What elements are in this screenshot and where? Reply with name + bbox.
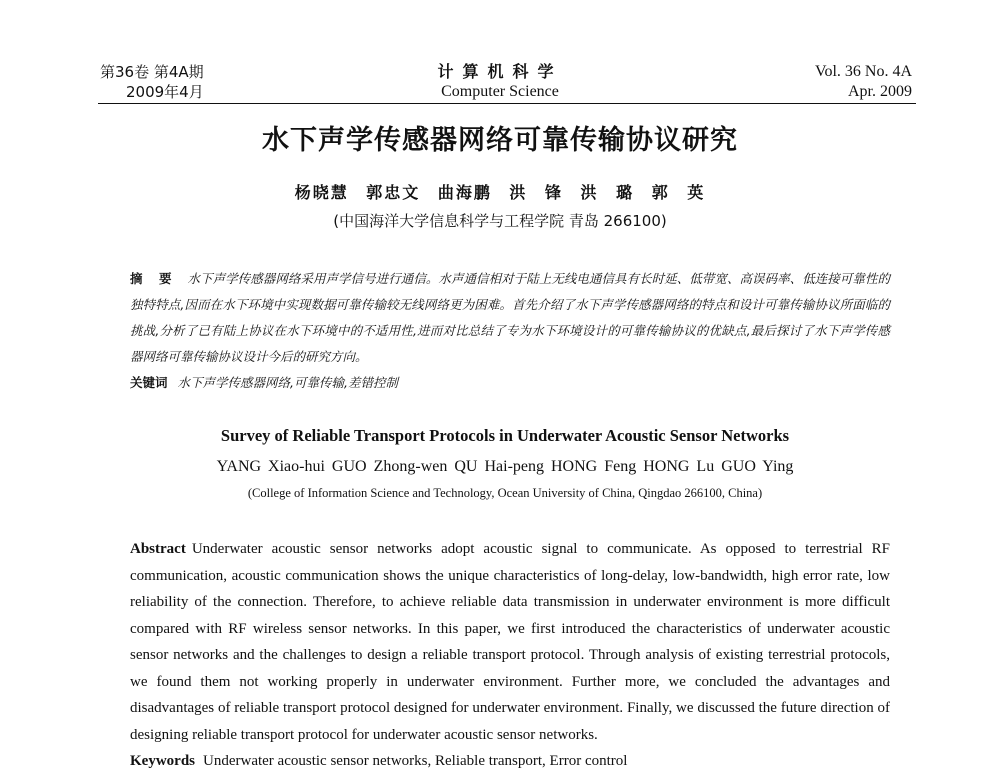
paper-title-cn: 水下声学传感器网络可靠传输协议研究 (262, 125, 738, 156)
abstract-cn-text: 水下声学传感器网络采用声学信号进行通信。水声通信相对于陆上无线电通信具有长时延、低带宽、高误码率、低连接可靠性的独特特点,因而在水下环境中实现数据可靠传输较无线网络更为困难。首先介绍了水下声学传感器网络的特点和设计可靠传输协议所面临的挑战,分析了已有陆上协议在水下环境中的不适用性,进而对比总结了专为水下环境设计的可靠传输协议的优缺点,最后探讨了水下声学传感器网络可靠传输协议设计今后的研究方向。 (130, 271, 890, 364)
keywords-en-text: Underwater acoustic sensor networks, Reliable transport, Error control (203, 753, 628, 769)
abstract-en-label: Abstract (130, 541, 186, 557)
header-rule (98, 103, 916, 104)
header-date-en: Apr. 2009 (848, 83, 912, 100)
header-volume-en (815, 62, 912, 102)
keywords-en (130, 748, 890, 774)
header-vol-no: Vol. 36 No. 4A (814, 63, 912, 80)
keywords-cn-label: 关键词 (130, 375, 168, 390)
affiliation-en: (College of Information Science and Technology, Ocean University of China, Qingdao 266100, China) (247, 486, 763, 500)
header-volume-issue: 第36卷 第4A期 (100, 63, 204, 81)
keywords-cn (130, 370, 890, 396)
journal-name-cn: 计算机科学 (437, 62, 563, 81)
abstract-en-text: Underwater acoustic sensor networks adopt acoustic signal to communicate. As opposed to terrestrial RF communication, acoustic communication shows the unique characteristics of long-delay, low-bandwidth, high error rate, low reliability of the connection. Therefore, to achieve reliable data transmission in underwater environment is more difficult compared with RF wireless sensor networks. In this paper, we first introduced the characteristics of underwater acoustic sensor networks and the challenges to design a reliable transport protocol. Through analysis of existing terrestrial protocols, we found them not working properly in underwater environment. Further more, we concluded the advantages and disadvantages of reliable transport protocol designed for underwater environment. Finally, we discussed the future direction of designing reliable transport protocol for underwater acoustic sensor networks. (130, 541, 890, 743)
header-date-cn: 2009年4月 (126, 83, 204, 101)
affiliation-cn: (中国海洋大学信息科学与工程学院 青岛 266100) (333, 212, 667, 230)
abstract-en (130, 536, 890, 748)
abstract-cn-label: 摘 要 (130, 271, 178, 286)
authors-cn: 杨晓慧 郭忠文 曲海鹏 洪 锋 洪 璐 郭 英 (294, 183, 706, 202)
paper-title-en: Survey of Reliable Transport Protocols in Underwater Acoustic Sensor Networks (220, 426, 790, 445)
keywords-en-label: Keywords (130, 753, 195, 769)
keywords-cn-text: 水下声学传感器网络,可靠传输,差错控制 (177, 375, 398, 390)
journal-name-en: Computer Science (441, 83, 559, 100)
authors-en: YANG Xiao-hui GUO Zhong-wen QU Hai-peng HONG Feng HONG Lu GUO Ying (216, 458, 794, 475)
abstract-cn (130, 266, 890, 370)
